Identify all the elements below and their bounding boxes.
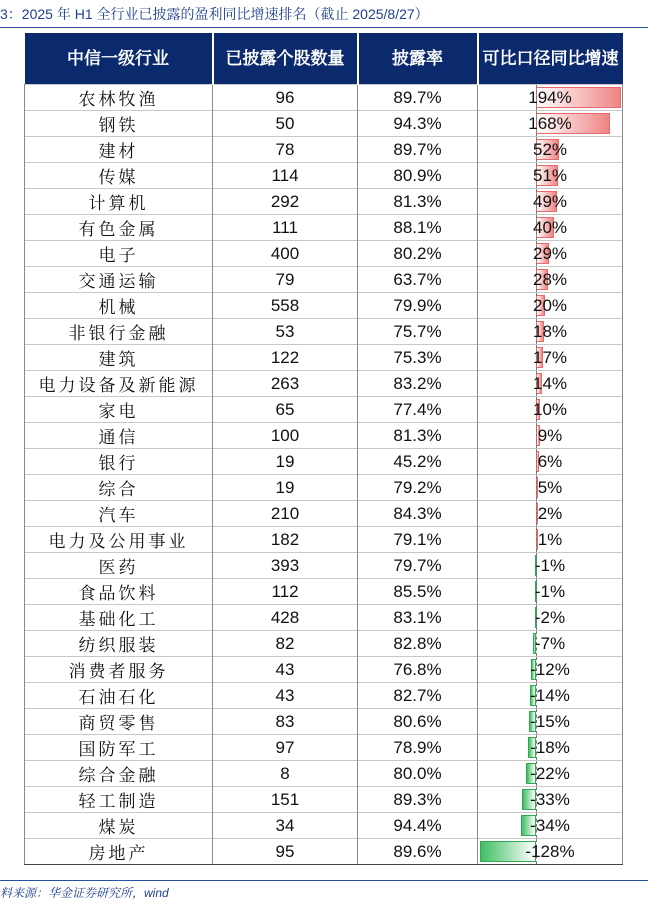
table-row — [25, 813, 623, 839]
industry-cell: 石油石化 — [25, 683, 213, 709]
industry-cell: 建材 — [25, 137, 213, 163]
zero-axis-line — [536, 475, 537, 500]
rate-cell: 94.3% — [358, 111, 478, 137]
zero-axis-line — [536, 501, 537, 526]
growth-cell — [478, 241, 623, 267]
rate-cell: 80.0% — [358, 761, 478, 787]
count-cell: 8 — [213, 761, 358, 787]
zero-axis-line — [536, 527, 537, 552]
count-cell: 83 — [213, 709, 358, 735]
rate-cell: 79.7% — [358, 553, 478, 579]
count-cell: 151 — [213, 787, 358, 813]
growth-cell — [478, 605, 623, 631]
count-cell: 112 — [213, 579, 358, 605]
table-row — [25, 475, 623, 501]
count-cell: 97 — [213, 735, 358, 761]
industry-cell: 医药 — [25, 553, 213, 579]
count-cell: 182 — [213, 527, 358, 553]
rate-cell: 82.7% — [358, 683, 478, 709]
count-cell: 111 — [213, 215, 358, 241]
table-row — [25, 527, 623, 553]
growth-value: 51% — [532, 165, 568, 185]
title-divider — [0, 27, 648, 28]
growth-value: 28% — [532, 269, 568, 289]
growth-value: -1% — [534, 555, 566, 575]
growth-value: 9% — [537, 425, 563, 445]
rate-cell: 89.3% — [358, 787, 478, 813]
growth-cell — [478, 683, 623, 709]
growth-cell — [478, 657, 623, 683]
count-cell: 210 — [213, 501, 358, 527]
growth-cell — [478, 839, 623, 865]
growth-value: 168% — [528, 113, 572, 133]
rate-cell: 80.2% — [358, 241, 478, 267]
growth-cell — [478, 423, 623, 449]
table-header-row — [25, 33, 623, 85]
count-cell: 114 — [213, 163, 358, 189]
table-row — [25, 423, 623, 449]
count-cell: 50 — [213, 111, 358, 137]
growth-value: 18% — [532, 321, 568, 341]
growth-cell — [478, 449, 623, 475]
industry-cell: 房地产 — [25, 839, 213, 865]
table-row — [25, 137, 623, 163]
rate-cell: 89.7% — [358, 85, 478, 111]
count-cell: 292 — [213, 189, 358, 215]
growth-value: 20% — [532, 295, 568, 315]
rate-cell: 83.1% — [358, 605, 478, 631]
growth-cell — [478, 579, 623, 605]
count-cell: 82 — [213, 631, 358, 657]
rate-cell: 75.7% — [358, 319, 478, 345]
growth-cell — [478, 371, 623, 397]
rate-cell: 83.2% — [358, 371, 478, 397]
growth-cell — [478, 293, 623, 319]
industry-cell: 非银行金融 — [25, 319, 213, 345]
count-cell: 400 — [213, 241, 358, 267]
industry-cell: 综合 — [25, 475, 213, 501]
industry-cell: 纺织服装 — [25, 631, 213, 657]
table-row — [25, 345, 623, 371]
table-row — [25, 501, 623, 527]
header-growth: 可比口径同比增速 — [478, 33, 623, 85]
growth-value: 14% — [532, 373, 568, 393]
count-cell: 122 — [213, 345, 358, 371]
table-row — [25, 267, 623, 293]
count-cell: 43 — [213, 657, 358, 683]
rate-cell: 85.5% — [358, 579, 478, 605]
figure-title: 3：2025 年 H1 全行业已披露的盈利同比增速排名（截止 2025/8/27） — [0, 6, 429, 22]
table-row — [25, 579, 623, 605]
growth-cell — [478, 137, 623, 163]
growth-cell — [478, 85, 623, 111]
industry-cell: 食品饮料 — [25, 579, 213, 605]
count-cell: 79 — [213, 267, 358, 293]
growth-cell — [478, 267, 623, 293]
growth-value: -22% — [530, 763, 570, 783]
table-row — [25, 657, 623, 683]
industry-cell: 交通运输 — [25, 267, 213, 293]
industry-cell: 计算机 — [25, 189, 213, 215]
growth-value: -128% — [525, 841, 575, 861]
rate-cell: 76.8% — [358, 657, 478, 683]
zero-axis-line — [536, 449, 537, 474]
table-row — [25, 839, 623, 865]
industry-cell: 通信 — [25, 423, 213, 449]
source-divider — [0, 880, 648, 881]
growth-cell — [478, 345, 623, 371]
growth-value: -14% — [530, 685, 570, 705]
industry-cell: 轻工制造 — [25, 787, 213, 813]
count-cell: 393 — [213, 553, 358, 579]
rate-cell: 82.8% — [358, 631, 478, 657]
growth-value: -2% — [534, 607, 566, 627]
industry-cell: 传媒 — [25, 163, 213, 189]
industry-cell: 综合金融 — [25, 761, 213, 787]
industry-cell: 汽车 — [25, 501, 213, 527]
table-row — [25, 761, 623, 787]
industry-cell: 电力及公用事业 — [25, 527, 213, 553]
header-rate: 披露率 — [358, 33, 478, 85]
growth-value: 5% — [537, 477, 563, 497]
count-cell: 558 — [213, 293, 358, 319]
rate-cell: 81.3% — [358, 189, 478, 215]
industry-cell: 煤炭 — [25, 813, 213, 839]
table-row — [25, 189, 623, 215]
industry-cell: 电子 — [25, 241, 213, 267]
count-cell: 100 — [213, 423, 358, 449]
growth-cell — [478, 735, 623, 761]
growth-value: -7% — [534, 633, 566, 653]
growth-cell — [478, 397, 623, 423]
table-row — [25, 709, 623, 735]
industry-cell: 电力设备及新能源 — [25, 371, 213, 397]
growth-cell — [478, 163, 623, 189]
zero-axis-line — [536, 423, 537, 448]
table-row — [25, 319, 623, 345]
rate-cell: 80.9% — [358, 163, 478, 189]
rate-cell: 80.6% — [358, 709, 478, 735]
growth-cell — [478, 813, 623, 839]
growth-value: 194% — [528, 87, 572, 107]
count-cell: 428 — [213, 605, 358, 631]
count-cell: 65 — [213, 397, 358, 423]
count-cell: 43 — [213, 683, 358, 709]
growth-cell — [478, 761, 623, 787]
rate-cell: 79.1% — [358, 527, 478, 553]
growth-value: 1% — [537, 529, 563, 549]
table-row — [25, 293, 623, 319]
growth-value: 52% — [532, 139, 568, 159]
growth-value: -18% — [530, 737, 570, 757]
count-cell: 53 — [213, 319, 358, 345]
rate-cell: 75.3% — [358, 345, 478, 371]
table-row — [25, 787, 623, 813]
growth-value: 49% — [532, 191, 568, 211]
table-row — [25, 111, 623, 137]
rate-cell: 45.2% — [358, 449, 478, 475]
industry-cell: 有色金属 — [25, 215, 213, 241]
table-row — [25, 553, 623, 579]
rate-cell: 78.9% — [358, 735, 478, 761]
count-cell: 78 — [213, 137, 358, 163]
growth-value: -12% — [530, 659, 570, 679]
growth-value: -1% — [534, 581, 566, 601]
growth-cell — [478, 215, 623, 241]
count-cell: 96 — [213, 85, 358, 111]
count-cell: 19 — [213, 449, 358, 475]
growth-cell — [478, 319, 623, 345]
count-cell: 19 — [213, 475, 358, 501]
growth-value: -34% — [530, 815, 570, 835]
growth-cell — [478, 709, 623, 735]
rate-cell: 94.4% — [358, 813, 478, 839]
rate-cell: 63.7% — [358, 267, 478, 293]
growth-cell — [478, 631, 623, 657]
table-row — [25, 241, 623, 267]
industry-cell: 国防军工 — [25, 735, 213, 761]
industry-cell: 机械 — [25, 293, 213, 319]
header-industry: 中信一级行业 — [25, 33, 213, 85]
table-row — [25, 397, 623, 423]
table-row — [25, 449, 623, 475]
growth-cell — [478, 553, 623, 579]
table-row — [25, 605, 623, 631]
growth-cell — [478, 527, 623, 553]
rate-cell: 81.3% — [358, 423, 478, 449]
rate-cell: 79.2% — [358, 475, 478, 501]
industry-cell: 农林牧渔 — [25, 85, 213, 111]
table-row — [25, 735, 623, 761]
growth-value: 2% — [537, 503, 563, 523]
table-row — [25, 163, 623, 189]
source-note: 料来源：华金证券研究所，wind — [0, 886, 169, 900]
industry-cell: 商贸零售 — [25, 709, 213, 735]
rate-cell: 88.1% — [358, 215, 478, 241]
growth-value: 10% — [532, 399, 568, 419]
growth-value: 17% — [532, 347, 568, 367]
growth-cell — [478, 189, 623, 215]
growth-value: -33% — [530, 789, 570, 809]
table-row — [25, 85, 623, 111]
industry-cell: 建筑 — [25, 345, 213, 371]
rate-cell: 89.6% — [358, 839, 478, 865]
growth-value: -15% — [530, 711, 570, 731]
industry-cell: 家电 — [25, 397, 213, 423]
table-row — [25, 371, 623, 397]
count-cell: 263 — [213, 371, 358, 397]
table-row — [25, 631, 623, 657]
growth-value: 6% — [537, 451, 563, 471]
header-count: 已披露个股数量 — [213, 33, 358, 85]
rate-cell: 79.9% — [358, 293, 478, 319]
growth-value: 29% — [532, 243, 568, 263]
count-cell: 34 — [213, 813, 358, 839]
industry-cell: 消费者服务 — [25, 657, 213, 683]
table-row — [25, 683, 623, 709]
rate-cell: 84.3% — [358, 501, 478, 527]
industry-cell: 基础化工 — [25, 605, 213, 631]
growth-value: 40% — [532, 217, 568, 237]
growth-cell — [478, 787, 623, 813]
growth-cell — [478, 501, 623, 527]
industry-cell: 银行 — [25, 449, 213, 475]
table-row — [25, 215, 623, 241]
industry-ranking-table — [24, 33, 623, 865]
growth-cell — [478, 475, 623, 501]
rate-cell: 89.7% — [358, 137, 478, 163]
count-cell: 95 — [213, 839, 358, 865]
growth-cell — [478, 111, 623, 137]
rate-cell: 77.4% — [358, 397, 478, 423]
industry-cell: 钢铁 — [25, 111, 213, 137]
